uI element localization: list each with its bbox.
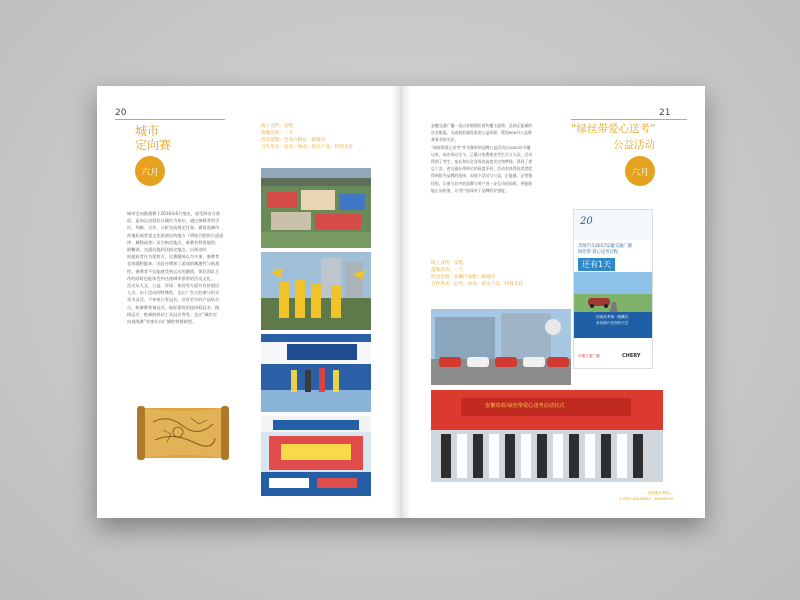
left-heading	[135, 124, 171, 152]
left-heading-line2: 定向赛	[135, 138, 172, 152]
right-page	[401, 86, 705, 518]
brochure-spread	[97, 86, 705, 518]
body-line: 得到了考生、家长和社会各界的高度肯定和赞扬，得到了省	[431, 159, 533, 165]
heading-rule-right	[571, 119, 687, 120]
body-line: 识、判断、合作，分析完成规定任务。通常选城市	[127, 225, 220, 231]
ad-countdown: 还有1天	[578, 258, 615, 271]
body-line: 总工会、省交通办带单位的高度评价。活动有获得的美誉度	[431, 166, 533, 172]
body-line: 间最短者作为优胜方，比赛题统以为多事，参赛者	[127, 254, 220, 260]
ad-brand-left: 安徽交通广播	[578, 354, 600, 358]
month-badge-left: 六月	[135, 156, 165, 186]
info-line: 合作形式：冠名、协办、指定产品、特殊支持	[431, 282, 523, 287]
body-line: 的地标或者重文化景展设的地方（例如合肥的古逍遥	[127, 232, 224, 238]
photo-crowd-aerial	[261, 168, 371, 248]
page-number-left: 20	[115, 108, 127, 118]
info-line: 活动范围：安徽内省肥一路城市	[431, 275, 496, 280]
body-line: 挂钩。让参与其中的品牌与用户进一步互动的同时，更能既	[431, 180, 533, 186]
ad-brand-right: CHERY	[622, 353, 641, 359]
footer-contact	[601, 490, 673, 502]
heading-rule-left	[115, 119, 225, 120]
month-badge-right: 六月	[625, 156, 655, 186]
right-heading-title: “绿丝带爱心送考”	[571, 123, 656, 135]
body-line: 入点，由于活动的特殊性，也让广告主的参与形式	[127, 290, 220, 296]
body-line: 活动从人文、公益、环保、体验等方面均有价值切	[127, 283, 220, 289]
ad-title-line: 奇瑞汽车2017安徽交通广播	[578, 244, 632, 249]
body-line: 更为灵活，不单单只有冠名。还有更多的产品结合	[127, 297, 220, 303]
body-line: 作的同时也能体会到这座城市厚厚的活动文化。	[127, 275, 215, 281]
ad-title-line: 绿丝带·爱心送考启程	[578, 250, 619, 255]
left-body-text	[127, 210, 251, 325]
body-line: 点，如参赛装备冠名、地标建筑的选择权冠名、路	[127, 304, 220, 310]
left-heading-line1: 城市	[135, 124, 160, 138]
body-line: 安徽交通广播一直以来都拥负着传播主旋律、弘扬正能量的	[431, 123, 533, 128]
info-line: 线上宣传：安程	[431, 261, 464, 266]
ceremony-banner-text: 安徽奇瑞·绿丝带爱心送考启动仪式	[485, 403, 565, 409]
left-page	[97, 86, 401, 518]
ad-slogan-line: 奔向那片有你的天空	[596, 320, 629, 325]
footer-line: 1 0551 63458862、63458709	[619, 497, 673, 501]
right-info-block	[431, 260, 523, 288]
footer-line: — 营销服务系线—	[643, 491, 673, 495]
ad-slogan	[596, 315, 628, 326]
right-body-text	[431, 122, 563, 194]
body-line: 津、城隍庙等）设为指定地点。参赛者利用地图、	[127, 239, 220, 245]
ad-title	[578, 244, 632, 256]
body-line: 以来，成功举办至今。已累计免费接送考生百万人次，活动	[431, 151, 533, 157]
body-line: 能正向价值，让用户加深对于品牌的好感度。	[431, 187, 509, 193]
body-line: 向挑战赛”亲密让向广播的营销联想。	[127, 319, 197, 325]
ad-brand-bar	[574, 346, 652, 368]
info-line: 落地活动：一天	[261, 131, 294, 136]
chery-ad-poster	[573, 209, 653, 369]
body-line: 社会职责。为高校诉属优质的公益资源，策划900对公益将	[431, 130, 532, 136]
info-line: 落地活动：一天	[431, 268, 464, 273]
info-line: 线上宣传：安程	[261, 124, 294, 129]
info-line: 合作形式：冠名、协办、指定产品、特别支持	[261, 145, 353, 150]
body-line: 得到很多品牌的选择。而独下活动与公益、正能量、正营销	[431, 173, 533, 179]
ad-logo: 20	[580, 216, 593, 227]
info-line: 活动范围：全省内路宜一路城市	[261, 138, 326, 143]
ad-slogan-line: 回看高考第一缕曙光	[596, 315, 629, 319]
photo-stage-event	[261, 334, 371, 412]
body-line: 迎，是向运动爱好以城市为单位，通过参赛者的学	[127, 218, 220, 224]
ad-road-car-image	[574, 272, 652, 338]
photo-cars-lineup	[431, 309, 571, 385]
photo-runners-flags	[261, 252, 371, 330]
map-scroll-illustration	[133, 404, 233, 462]
photo-start-arch	[261, 416, 371, 496]
body-line: 性。参赛者不仅能感受到运动的激情，体验团队合	[127, 268, 220, 274]
body-line: 宜培越积越来。因此亦增加了游戏的刺激性与挑战	[127, 261, 220, 267]
page-number-right: 21	[659, 108, 671, 118]
left-info-block	[261, 123, 353, 151]
body-line: “绿丝带爱心送考”作为频率的品牌公益活动自2004年开播	[431, 144, 531, 150]
body-line: 阳鞭部、交通设施到达指定地点，以到达时	[127, 247, 207, 253]
body-line: 线冠名、搭乘的驿站工具冠名等等。也让“城市定	[127, 311, 218, 317]
right-heading-sub: 公益活动	[613, 139, 655, 151]
body-line: 城市定向挑战赛于2016年6月推出，面受到各方欢	[127, 211, 220, 216]
body-line: 善事业的关注。	[431, 137, 459, 143]
